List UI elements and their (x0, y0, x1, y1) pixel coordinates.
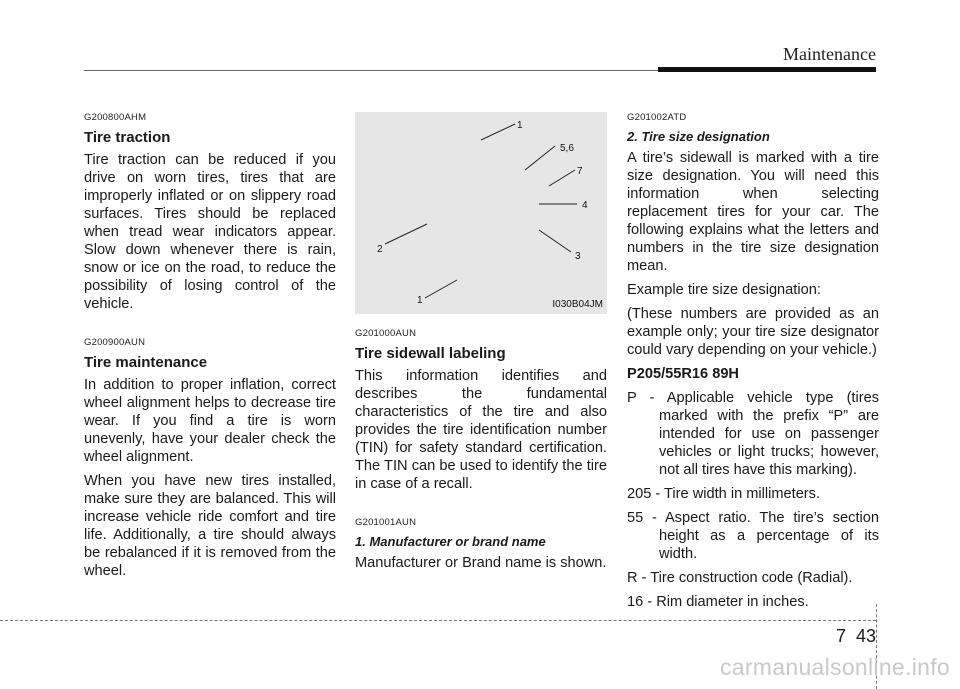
paragraph: Manufacturer or Brand name is shown. (355, 555, 607, 571)
paragraph: In addition to proper inflation, correct wheel alignment helps to decrease tire wear. If you find a tire is worn unevenly, have your dealer check the wheel alignment. (84, 377, 336, 465)
watermark: carmanualsonline.info (719, 654, 950, 680)
callout-label: 7 (577, 166, 583, 177)
section-code: G200800AHM (84, 112, 147, 123)
callout-line (539, 230, 571, 252)
heading-tire-maintenance: Tire maintenance (84, 354, 208, 371)
column-2 (355, 112, 607, 578)
section-code: G200900AUN (84, 337, 146, 348)
section-title: Maintenance (783, 44, 876, 64)
definition-item: 55 - Aspect ratio. The tire’s section height as a percentage of its width. (627, 510, 879, 562)
section-code: G201002ATD (627, 112, 687, 123)
callout-label: 1 (417, 295, 423, 306)
paragraph: Tire traction can be reduced if you drive on worn tires, tires that are improperly inflated or on slippery road surfaces. Tires should be replaced when tread wear indicators appear. Slow down whenever there is rain, snow or ice on the road, to reduce the possibility of losing control of the vehicle. (84, 152, 336, 312)
section-code: G201000AUN (355, 328, 417, 339)
example-designation: P205/55R16 89H (627, 366, 739, 382)
callout-line (385, 224, 427, 244)
column-3 (627, 112, 879, 617)
callout-label: 3 (575, 251, 581, 262)
subheading-brand-name: 1. Manufacturer or brand name (355, 534, 546, 549)
callout-line (525, 146, 555, 170)
tire-sidewall-diagram (355, 112, 607, 314)
subheading-tire-size: 2. Tire size designation (627, 129, 770, 144)
column-1 (84, 112, 336, 586)
definition-item: 16 - Rim diameter in inches. (627, 594, 809, 610)
callout-label: 1 (517, 120, 523, 131)
definition-item: 205 - Tire width in millimeters. (627, 486, 821, 502)
callout-line (425, 280, 457, 298)
chapter-number: 7 (836, 626, 847, 646)
tire-sidewall-figure (355, 112, 607, 314)
paragraph: This information identifies and describes the fundamental characteristics of the tire and also provides the tire identification number (TIN) for safety standard certification. The TIN can be used to identify the tire in case of a recall. (355, 368, 607, 492)
figure-code: I030B04JM (552, 299, 603, 310)
footer-rule (0, 620, 876, 621)
callout-line (481, 124, 515, 140)
section-code: G201001AUN (355, 517, 417, 528)
callout-label: 2 (377, 244, 383, 255)
page-number: 43 (856, 626, 877, 646)
definition-item: P - Applicable vehicle type (tires marked with the prefix “P” are intended for use on passenger vehicles or light trucks; however, not all tires have this marking). (627, 390, 879, 478)
paragraph: (These numbers are provided as an example only; your tire size designator could vary depending on your vehicle.) (627, 306, 879, 358)
heading-tire-sidewall-labeling: Tire sidewall labeling (355, 345, 506, 362)
heading-tire-traction: Tire traction (84, 129, 171, 146)
paragraph: When you have new tires installed, make sure they are balanced. This will increase vehicle ride comfort and tire life. Additionally, a tire should always be rebalanced if it is removed from the wheel. (84, 473, 336, 579)
header-accent-bar (658, 67, 876, 72)
callout-label: 4 (582, 200, 588, 211)
callout-line (549, 170, 575, 186)
paragraph: Example tire size designation: (627, 282, 821, 298)
definition-item: R - Tire construction code (Radial). (627, 570, 853, 586)
callout-label: 5,6 (560, 143, 574, 154)
paragraph: A tire’s sidewall is marked with a tire size designation. You will need this information when selecting replacement tires for your car. The following explains what the letters and numbers in the tire size designation mean. (627, 150, 879, 274)
